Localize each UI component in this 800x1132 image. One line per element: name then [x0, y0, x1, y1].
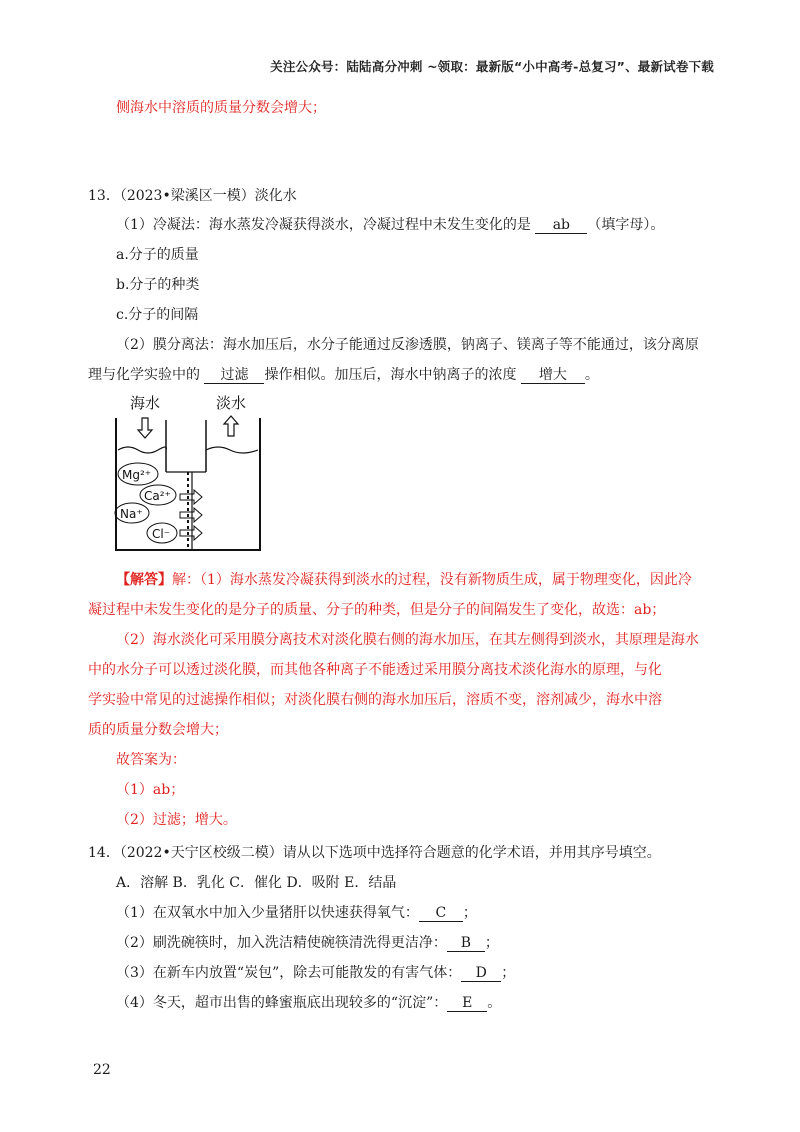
down-arrow-icon [138, 418, 152, 438]
solution-line-7: 故答案为： [116, 752, 186, 768]
q14-item-2-answer: B [447, 935, 485, 952]
ion-na: Na⁺ [120, 507, 143, 521]
q13-option-c: c.分子的间隔 [116, 307, 199, 323]
q13-part2-middle: 操作相似。加压后，海水中钠离子的浓度 [264, 367, 521, 383]
q14-title: 14．（2022•天宁区校级二模）请从以下选项中选择符合题意的化学术语，并用其序号填空。 [88, 845, 661, 861]
q14-item-3 [116, 963, 515, 983]
ion-ca: Ca²⁺ [144, 489, 171, 503]
solution-line-9: （2）过滤；增大。 [116, 812, 237, 828]
q14-item-2-end: ； [484, 935, 499, 951]
q14-item-4-text: （4）冬天，超市出售的蜂蜜瓶底出现较多的“沉淀”： [116, 995, 448, 1011]
q13-part2-text: 理与化学实验中的 [88, 367, 205, 383]
solution-line-2: 凝过程中未发生变化的是分子的质量、分子的种类，但是分子的间隔发生了变化，故选：ab； [88, 602, 666, 618]
q14-item-1-end: ； [462, 905, 477, 921]
solution-text-1: 解：（1）海水蒸发冷凝获得到淡水的过程，没有新物质生成，属于物理变化，因此冷 [172, 572, 692, 588]
q13-part1-answer: ab [535, 217, 587, 234]
q13-part2-line2 [88, 365, 599, 385]
q13-part2-suffix: 。 [584, 367, 599, 383]
q14-item-1-text: （1）在双氧水中加入少量猪肝以快速获得氧气： [116, 905, 419, 921]
page-number: 22 [93, 1062, 111, 1078]
solution-line-1 [116, 570, 692, 590]
q13-title: 13．（2023•梁溪区一模）淡化水 [88, 188, 297, 204]
q14-item-4-end: 。 [487, 995, 502, 1011]
solution-line-4: 中的水分子可以透过淡化膜，而其他各种离子不能透过采用膜分离技术淡化海水的原理，与化 [88, 662, 662, 678]
ion-cl: Cl⁻ [152, 527, 171, 541]
q14-item-4-answer: E [447, 995, 487, 1012]
q13-part1-text: （1）冷凝法：海水蒸发冷凝获得淡水，冷凝过程中未发生变化的是 [116, 217, 536, 233]
q14-item-4 [116, 993, 501, 1013]
solution-line-8: （1）ab； [116, 782, 185, 798]
q13-part2-answer2: 增大 [521, 367, 585, 384]
solution-line-5: 学实验中常见的过滤操作相似；对淡化膜右侧的海水加压后，溶质不变，溶剂减少，海水中溶 [88, 692, 662, 708]
q13-part1 [116, 215, 664, 235]
q14-choices: A．溶解 B．乳化 C．催化 D．吸附 E．结晶 [116, 875, 397, 891]
q14-item-2-text: （2）刷洗碗筷时，加入洗洁精使碗筷清洗得更洁净： [116, 935, 447, 951]
ion-mg: Mg²⁺ [122, 468, 152, 482]
solution-line-6: 质的质量分数会增大； [88, 722, 228, 738]
q13-part2-answer1: 过滤 [204, 367, 264, 384]
q14-item-1 [116, 903, 477, 923]
solution-tag: 【解答】 [116, 572, 172, 588]
solution-line-3: （2）海水淡化可采用膜分离技术对淡化膜右侧的海水加压，在其左侧得到淡水，其原理是海水 [116, 632, 699, 648]
q13-part2-line1: （2）膜分离法：海水加压后，水分子能通过反渗透膜，钠离子、镁离子等不能通过，该分离原 [116, 337, 699, 353]
previous-answer-tail: 侧海水中溶质的质量分数会增大； [116, 100, 326, 116]
q14-item-1-answer: C [419, 905, 463, 922]
q13-option-b: b.分子的种类 [116, 277, 200, 293]
label-freshwater: 淡水 [216, 394, 247, 412]
up-arrow-icon [224, 416, 238, 436]
q14-item-3-answer: D [461, 965, 501, 982]
q14-item-3-text: （3）在新车内放置“炭包”，除去可能散发的有害气体： [116, 965, 462, 981]
q14-item-2 [116, 933, 499, 953]
q14-item-3-end: ； [501, 965, 516, 981]
q13-part1-suffix: （填字母）。 [587, 217, 665, 233]
membrane-diagram [108, 388, 268, 556]
q13-option-a: a.分子的质量 [116, 247, 199, 263]
label-seawater: 海水 [130, 394, 161, 412]
page-header: 关注公众号：陆陆高分冲刺 ~领取：最新版“小中高考-总复习”、最新试卷下载 [270, 59, 714, 74]
